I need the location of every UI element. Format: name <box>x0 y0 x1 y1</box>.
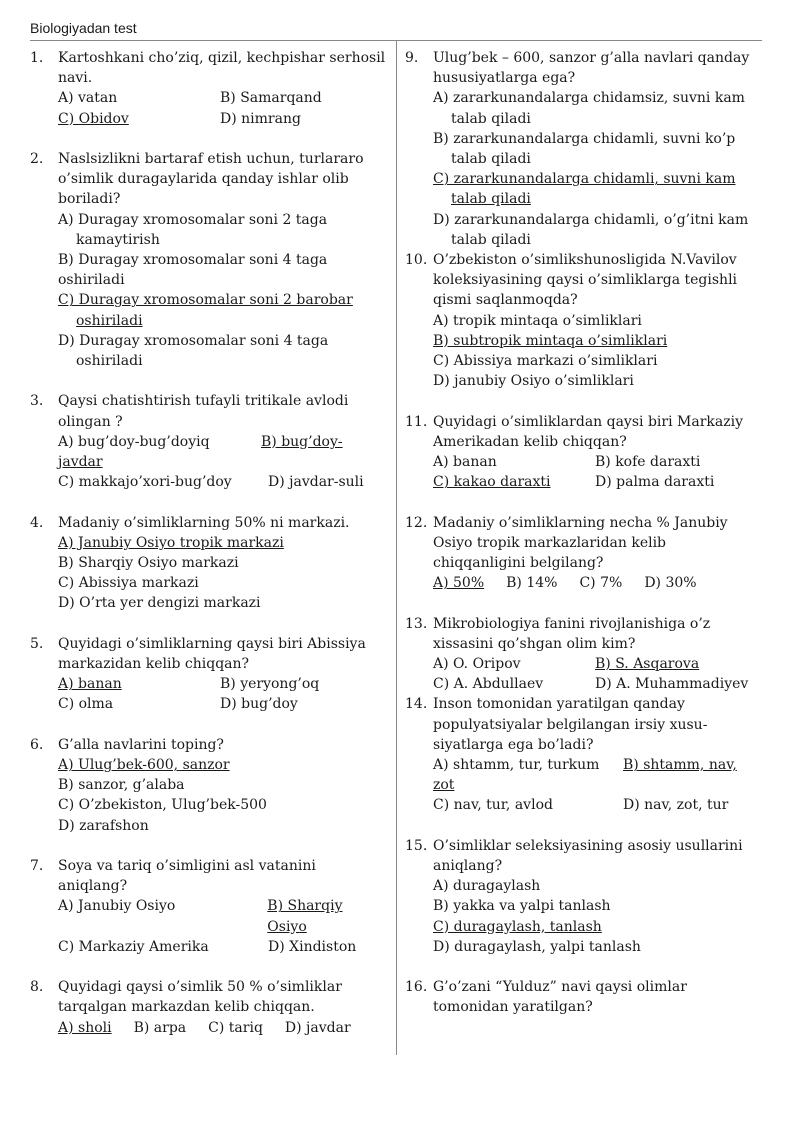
option-b[interactable]: B) sanzor, g’alaba <box>58 777 185 794</box>
question-1 <box>30 48 386 129</box>
option-d[interactable]: D) javdar-suli <box>268 474 364 491</box>
option-a-answer[interactable]: A) sholi <box>58 1019 112 1036</box>
question-text: Inson tomonidan yaratilgan qanday populyatsiyalar belgilangan irsiy xususiyatlarga ega bo’ladi? <box>433 696 708 753</box>
question-number: 15. <box>405 837 428 854</box>
option-c-answer[interactable]: C) duragaylash, tanlash <box>433 918 602 935</box>
question-7 <box>30 856 386 957</box>
option-d[interactable]: D) janubiy Osiyo o’simliklari <box>433 373 634 390</box>
question-13 <box>405 614 755 695</box>
question-number: 6. <box>30 736 44 753</box>
question-number: 7. <box>30 858 44 875</box>
option-a[interactable]: A) Duragay xromosomalar soni 2 taga <box>58 211 328 228</box>
option-d[interactable]: D) Duragay xromosomalar soni 4 taga <box>58 332 329 349</box>
question-number: 14. <box>405 696 428 713</box>
option-a[interactable]: A) O. Oripov <box>433 656 521 673</box>
question-text: O’simliklar seleksiyasining asosiy usullarini aniqlang? <box>433 837 743 875</box>
option-a[interactable]: A) zararkunandalarga chidamsiz, suvni kam <box>433 90 745 107</box>
option-d[interactable]: D) O’rta yer dengizi markazi <box>58 595 261 612</box>
option-b[interactable]: B) 14% <box>506 575 558 592</box>
question-text: Madaniy o’simliklarning 50% ni markazi. <box>58 514 350 531</box>
option-c[interactable]: C) tariq <box>208 1019 263 1036</box>
question-text: Quyidagi o’simliklardan qaysi biri Markaziy Amerikadan kelib chiqqan? <box>433 413 743 450</box>
question-5 <box>30 634 386 715</box>
question-number: 13. <box>405 615 428 632</box>
option-d[interactable]: D) javdar <box>284 1019 351 1036</box>
question-12 <box>405 513 755 594</box>
question-number: 10. <box>405 252 428 269</box>
option-d[interactable]: D) 30% <box>644 575 697 592</box>
question-10 <box>405 250 755 391</box>
option-d-cont: talab qiladi <box>451 231 531 248</box>
question-6 <box>30 735 386 836</box>
option-c[interactable]: C) Abissiya markazi <box>58 575 199 592</box>
question-number: 5. <box>30 635 44 652</box>
left-column <box>30 48 386 1058</box>
question-number: 3. <box>30 393 44 410</box>
question-8 <box>30 977 386 1038</box>
question-2 <box>30 149 386 371</box>
option-d[interactable]: D) nimrang <box>220 110 301 127</box>
option-a[interactable]: A) tropik mintaqa o’simliklari <box>433 312 642 329</box>
question-text: G’o’zani “Yulduz” navi qaysi olimlar tomonidan yaratilgan? <box>433 979 687 1016</box>
question-number: 4. <box>30 514 44 531</box>
option-c-cont: oshiriladi <box>76 312 143 329</box>
option-b[interactable]: B) zararkunandalarga chidamli, suvni ko’p <box>433 130 736 147</box>
option-d[interactable]: D) zararkunandalarga chidamli, o’g’itni kam <box>433 211 749 228</box>
option-d[interactable]: D) A. Muhammadiyev <box>595 676 749 693</box>
option-d[interactable]: D) duragaylash, yalpi tanlash <box>433 938 641 955</box>
option-b[interactable]: B) yakka va yalpi tanlash <box>433 898 611 915</box>
option-b[interactable]: B) yeryong’oq <box>220 676 320 693</box>
option-b[interactable]: B) Duragay xromosomalar soni 4 taga oshiriladi <box>58 252 328 289</box>
column-divider <box>396 41 397 1055</box>
option-d[interactable]: D) bug’doy <box>220 696 298 713</box>
option-c[interactable]: C) nav, tur, avlod <box>433 797 553 814</box>
option-a[interactable]: A) duragaylash <box>433 878 541 895</box>
option-d-cont: oshiriladi <box>76 353 143 370</box>
question-text: O’zbekiston o’simlikshunosligida N.Vavilov koleksiyasining qaysi o’simliklarga tegishli qismi saqlanmoqda? <box>433 252 738 309</box>
option-a[interactable]: A) shtamm, tur, turkum <box>433 757 600 774</box>
option-c-answer[interactable]: C) Obidov <box>58 110 129 127</box>
question-9 <box>405 48 755 250</box>
option-c[interactable]: C) olma <box>58 696 114 713</box>
option-c[interactable]: C) 7% <box>579 575 623 592</box>
option-a[interactable]: A) banan <box>433 454 497 471</box>
option-a[interactable]: A) Janubiy Osiyo <box>58 898 176 915</box>
option-d[interactable]: D) palma daraxti <box>595 474 715 491</box>
question-text: Mikrobiologiya fanini rivojlanishiga o’z xissasini qo’shgan olim kim? <box>433 615 711 652</box>
option-c-cont: talab qiladi <box>451 191 531 208</box>
option-b[interactable]: B) kofe daraxti <box>595 454 701 471</box>
question-text: Kartoshkani cho’ziq, qizil, kechpishar serhosil navi. <box>58 50 386 87</box>
option-a-answer[interactable]: A) 50% <box>433 575 485 592</box>
option-b[interactable]: B) Sharqiy Osiyo markazi <box>58 555 239 572</box>
option-b-answer[interactable]: B) subtropik mintaqa o’simliklari <box>433 332 668 349</box>
question-16 <box>405 977 755 1017</box>
question-11 <box>405 412 755 493</box>
option-b-answer[interactable]: B) bug’doy- <box>261 433 343 450</box>
option-c[interactable]: C) O’zbekiston, Ulug’bek-500 <box>58 797 267 814</box>
option-d[interactable]: D) zarafshon <box>58 817 149 834</box>
question-number: 11. <box>405 413 428 430</box>
option-a[interactable]: A) bug’doy-bug’doyiq <box>58 433 210 450</box>
option-a-answer[interactable]: A) Ulug’bek-600, sanzor <box>58 757 230 774</box>
question-text: Ulug’bek – 600, sanzor g’alla navlari qanday hususiyatlarga ega? <box>433 50 750 87</box>
option-c[interactable]: C) Abissiya markazi o’simliklari <box>433 353 658 370</box>
question-number: 1. <box>30 50 44 66</box>
option-a-cont: talab qiladi <box>451 110 531 127</box>
option-b-cont: talab qiladi <box>451 151 531 168</box>
question-4 <box>30 513 386 614</box>
question-14 <box>405 694 755 815</box>
option-d[interactable]: D) Xindiston <box>268 938 357 955</box>
option-c-answer[interactable]: C) zararkunandalarga chidamli, suvni kam <box>433 171 736 188</box>
question-text: Qaysi chatishtirish tufayli tritikale avlodi olingan ? <box>58 393 349 430</box>
right-column <box>405 48 755 1038</box>
option-c[interactable]: C) A. Abdullaev <box>433 676 544 693</box>
question-number: 2. <box>30 151 44 167</box>
question-number: 8. <box>30 979 44 996</box>
option-b-answer[interactable]: B) S. Asqarova <box>595 656 700 673</box>
question-number: 12. <box>405 514 428 531</box>
option-b-answer[interactable]: B) Sharqiy Osiyo <box>267 898 343 935</box>
question-text: G’alla navlarini toping? <box>58 736 224 753</box>
question-15 <box>405 836 755 957</box>
option-c-answer[interactable]: C) Duragay xromosomalar soni 2 barobar <box>58 292 353 309</box>
option-a-answer[interactable]: A) banan <box>58 676 122 693</box>
option-a[interactable]: A) vatan <box>58 90 118 107</box>
option-c[interactable]: C) makkajo’xori-bug’doy <box>58 474 232 491</box>
option-b[interactable]: B) Samarqand <box>220 90 322 107</box>
option-a-cont: kamaytirish <box>76 231 160 248</box>
option-c[interactable]: C) Markaziy Amerika <box>58 938 209 955</box>
question-number: 9. <box>405 50 419 66</box>
option-b-cont: javdar <box>58 454 103 471</box>
option-d[interactable]: D) nav, zot, tur <box>623 797 729 814</box>
question-text: Madaniy o’simliklarning necha % Janubiy Osiyo tropik markazlaridan kelib chiqqanligini belgilang? <box>433 514 728 572</box>
option-b[interactable]: B) arpa <box>133 1019 187 1036</box>
question-3 <box>30 391 386 492</box>
option-a-answer[interactable]: A) Janubiy Osiyo tropik markazi <box>58 534 284 551</box>
question-text: Soya va tariq o’simligini asl vatanini aniqlang? <box>58 858 316 895</box>
question-number: 16. <box>405 979 428 996</box>
option-b-answer[interactable]: B) shtamm, nav, <box>623 757 737 774</box>
option-c-answer[interactable]: C) kakao daraxti <box>433 474 551 491</box>
page-title: Biologiyadan test <box>30 20 137 36</box>
option-b-cont: zot <box>433 777 455 794</box>
question-text: Quyidagi qaysi o’simlik 50 % o’simliklar tarqalgan markazdan kelib chiqqan. <box>58 979 342 1016</box>
question-text: Quyidagi o’simliklarning qaysi biri Abissiya markazidan kelib chiqqan? <box>58 635 366 673</box>
question-text: Naslsizlikni bartaraf etish uchun, turlararo o’simlik duragaylarida qanday ishlar olib boriladi? <box>58 151 364 208</box>
